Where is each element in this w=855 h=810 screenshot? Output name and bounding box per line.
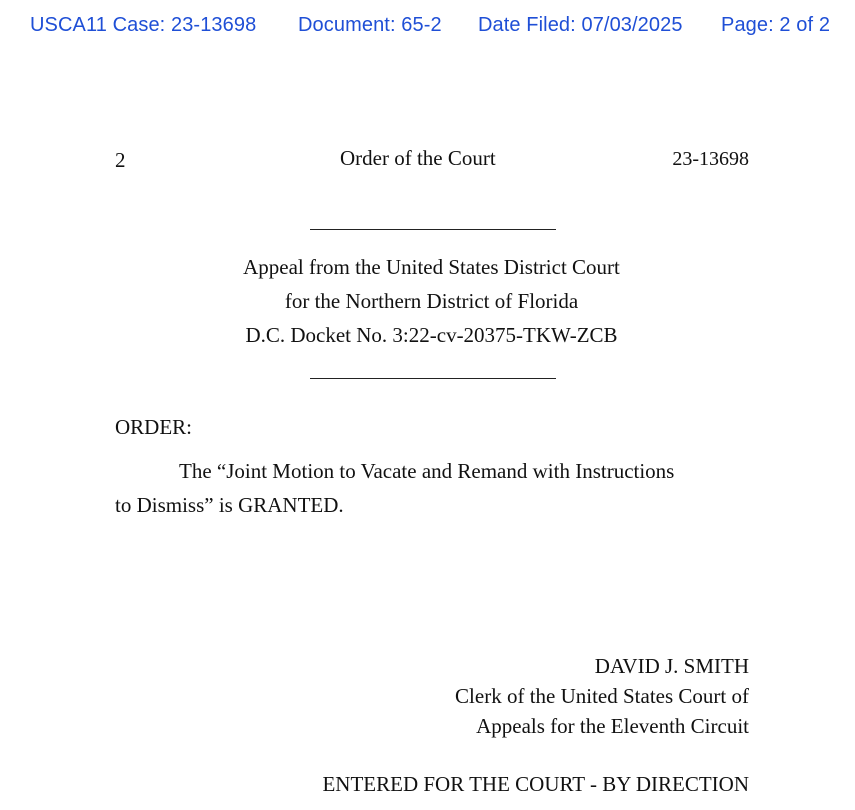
filing-stamp-case: USCA11 Case: 23-13698	[30, 14, 257, 36]
filing-stamp-date: Date Filed: 07/03/2025	[478, 14, 683, 36]
appeal-line-2: for the Northern District of Florida	[284, 289, 579, 313]
appeal-line-1: Appeal from the United States District Court	[243, 255, 620, 279]
appeal-docket: D.C. Docket No. 3:22-cv-20375-TKW-ZCB	[245, 323, 618, 347]
clerk-title-line-2: Appeals for the Eleventh Circuit	[476, 714, 749, 738]
clerk-title-line-1: Clerk of the United States Court of	[455, 684, 749, 708]
filing-stamp-document: Document: 65-2	[298, 14, 442, 36]
order-body-line-2: to Dismiss” is GRANTED.	[115, 493, 344, 517]
divider-bottom	[310, 378, 556, 379]
running-header-title: Order of the Court	[340, 146, 496, 170]
clerk-name: DAVID J. SMITH	[594, 654, 749, 678]
running-header-case-number: 23-13698	[672, 148, 749, 170]
order-body-line-1: The “Joint Motion to Vacate and Remand with Instructions	[179, 459, 675, 483]
filing-stamp-page: Page: 2 of 2	[721, 14, 831, 36]
running-header-page-number: 2	[115, 148, 126, 172]
entered-for-court: ENTERED FOR THE COURT - BY DIRECTION	[322, 772, 749, 796]
order-heading: ORDER:	[115, 415, 193, 439]
divider-top	[310, 229, 556, 230]
